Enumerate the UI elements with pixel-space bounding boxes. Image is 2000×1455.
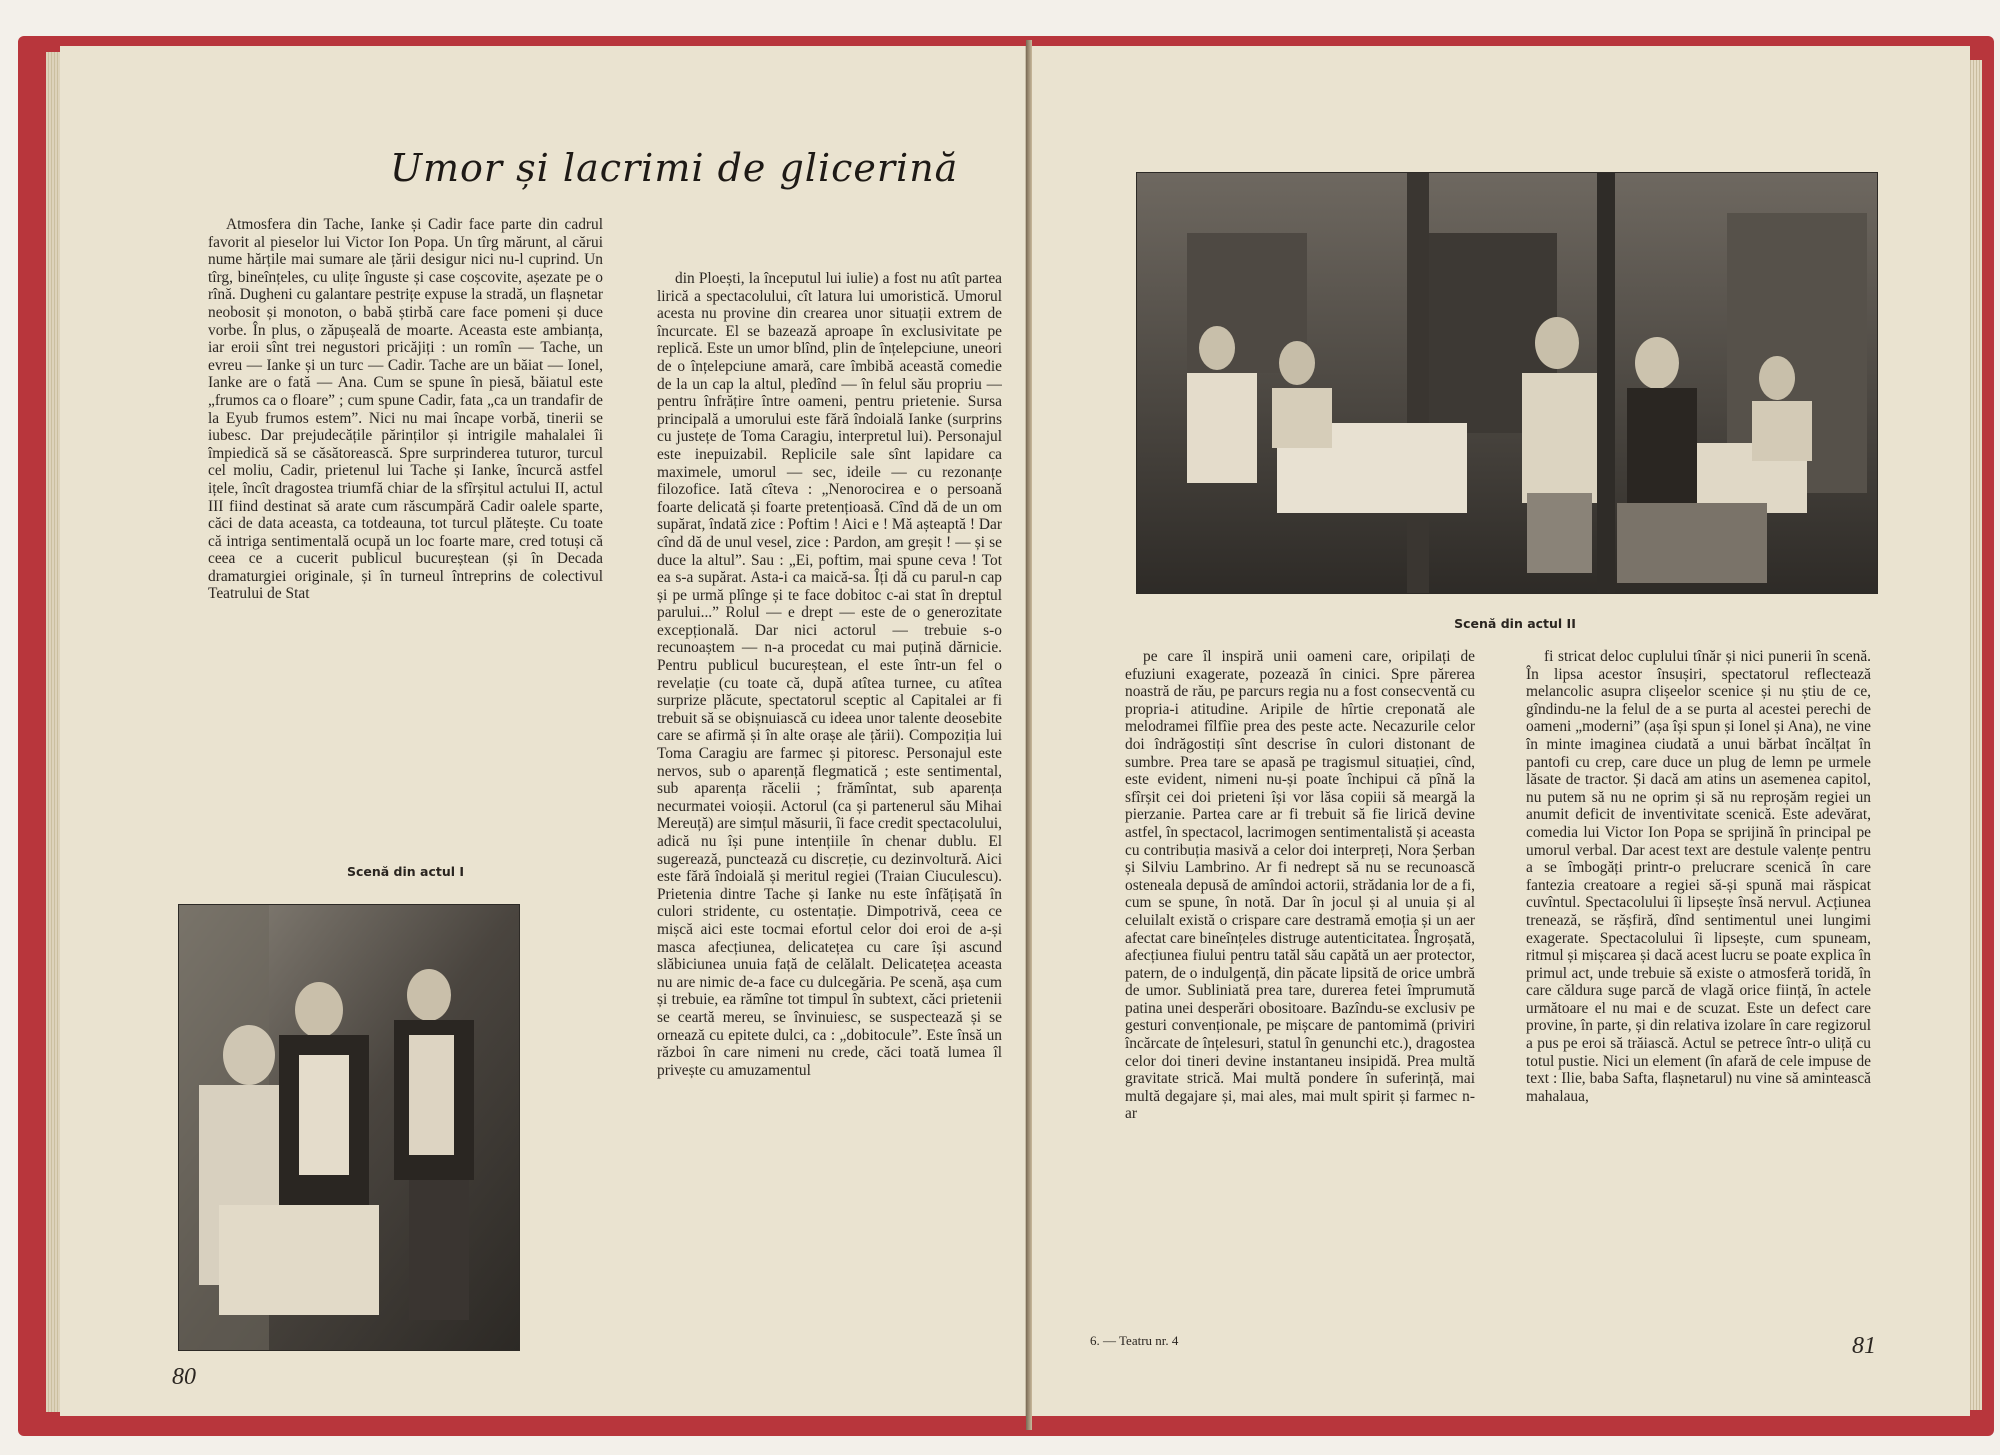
column-2: [657, 270, 1002, 1366]
photo-act-2-image: [1137, 173, 1877, 593]
right-page: [1030, 46, 1970, 1416]
article-title: Umor și lacrimi de glicerină: [390, 146, 959, 190]
column-3: [1125, 648, 1475, 1368]
footer-note: 6. — Teatru nr. 4: [1090, 1333, 1179, 1348]
column-2-text: din Ploești, la începutul lui iulie) a fost nu atît partea lirică a spectacolului, cît latura lui umoristică. Umorul acesta nu provine din crearea unor situații extrem de încurcate. El se bazează aproape în exclusivitate pe replică. Este un umor blînd, plin de înțelepciune, uneori de o înțelepciune amară, care îmbibă această comedie de la un cap la altul, pledînd — în felul său propriu — pentru înfrățire între oameni, pentru prietenie. Sursa principală a umorului este fără îndoială Ianke (surprins cu justețe de Toma Caragiu, interpretul lui). Personajul este inepuizabil. Replicile sale sînt lapidare ca maximele, umorul — sec, ideile — cu rezonanțe filozofice. Iată cîteva : „Nenorocirea e o persoană foarte delicată și foarte pretențioasă. Cînd dă de un om supărat, îndată zice : Poftim ! Aici e ! Mă așteaptă ! Dar cînd dă de unul vesel, zice : Pardon, am greșit ! — și se duce la altul”. Sau : „Ei, poftim, mai spune ceva ! Tot ea s-a supărat. Asta-i ca maică-sa. Îți dă cu parul-n cap și pe urmă plînge și te face dobitoc c-ai stat în dreptul parului...” Rolul — e drept — este de o generozitate excepțională. Dar nici actorul — trebuie s-o recunoaștem — n-a procedat cu mai puțină dărnicie. Pentru publicul bucureștean, el este într-un fel o revelație (cu toate că, după atîtea turnee, cu atîtea surprize plăcute, spectatorul sceptic al Capitalei ar fi trebuit să se obișnuiască cu ideea unor talente deosebite care se afirmă și în alte orașe ale țării). Compoziția lui Toma Caragiu are farmec și pitoresc. Personajul este nervos, sub o aparență flegmatică ; este sentimental, sub aparența răcelii ; frămîntat, sub aparența necurmatei voioșii. Actorul (ca și partenerul său Mihai Mereuță) are simțul măsurii, îi face credit spectacolului, adică nu își pune intențiile în chenar dublu. El sugerează, punctează cu discreție, cu dezinvoltură. Aici este fără îndoială și meritul regiei (Traian Ciuculescu). Prietenia dintre Tache și Ianke nu este înfățișată în culori stridente, cu ostentație. Dimpotrivă, ceea ce mișcă aici este tocmai efortul celor doi eroi de a-și masca afecțiunea, delicatețea cu care își ascund slăbiciunea unuia față de celălalt. Delicatețea aceasta nu are nimic de-a face cu dulcegăria. Pe scenă, așa cum și trebuie, ea rămîne tot timpul în subtext, căci prietenii se ceartă mereu, se învinuiesc, se suspectează și se ornează cu epitete dulci, ca : „dobitocule”. Este însă un război în care nimeni nu crede, căci toată lumea îl privește cu amuzamentul: [657, 270, 1002, 1079]
caption-act1: Scenă din actul I: [346, 864, 465, 879]
photo-act-1-image: [179, 905, 519, 1350]
photo-act-1: [178, 904, 520, 1351]
left-page: [60, 46, 1026, 1416]
column-1: [208, 216, 603, 836]
column-4-text: fi stricat deloc cuplului tînăr și nici punerii în scenă. În lipsa acestor însușiri, spectatorul reflectează melancolic asupra clișeelor scenice și nu știu de ce, gîndindu-ne la felul de a se purta al acestei perechi de oameni „moderni” (așa își spun și Ionel și Ana), ne vine în minte imaginea ciudată a unui bărbat încălțat în pantofi cu crep, care duce un plug de lemn pe urmele lăsate de tractor. Și dacă am atins un asemenea capitol, nu putem să nu ne oprim și să nu reproșăm regiei un anumit deficit de inventivitate scenică. Este adevărat, comedia lui Victor Ion Popa se sprijină în principal pe umorul verbal. Dar acest text are destule valențe pentru a se îmbogăți printr-o prelucrare scenică în care fantezia creatoare a regiei să-și spună mai răspicat cuvîntul. Spectacolului îi lipsește însă nervul. Acțiunea trenează, se rășfiră, dînd sentimentul unei lungimi exagerate. Spectacolului îi lipsește, cum spuneam, ritmul și mișcarea și dacă acest lucru se poate explica în primul act, unde trebuie să existe o atmosferă toridă, în care căldura suge parcă de vlagă orice ființă, în actele următoare el nu mai e de scuzat. Este un defect care provine, în parte, și din relativa izolare în care regizorul a pus pe eroi să trăiască. Actul se petrece într-o uliță cu totul pustie. Nici un element (în afară de cele impuse de text : Ilie, baba Safta, flașnetarul) nu vine să amintească mahalaua,: [1526, 648, 1871, 1105]
page-edges-right: [1968, 60, 1982, 1410]
page-number-left: 80: [172, 1364, 196, 1390]
column-4: [1526, 648, 1871, 1368]
column-1-text: Atmosfera din Tache, Ianke și Cadir face parte din cadrul favorit al pieselor lui Victor Ion Popa. Un tîrg mărunt, al cărui nume hărțile mai sumare ale țării desigur nici nu-l cuprind. Un tîrg, bineînțeles, cu ulițe înguste și case coșcovite, așezate pe o rînă. Dugheni cu galantare pestrițe expuse la stradă, un flașnetar neobosit și monoton, o babă știrbă care face pomeni și duce vorbe. În plus, o zăpușeală de moarte. Aceasta este ambianța, iar eroii sînt trei negustori pricăjiți : un romîn — Tache, un evreu — Ianke și un turc — Cadir. Tache are un băiat — Ionel, Ianke are o fată — Ana. Cum se spune în piesă, băiatul este „frumos ca o floare” ; cum spune Cadir, fata „ca un trandafir de la Eyub frumos estem”. Nici nu mai încape vorbă, tinerii se iubesc. Dar prejudecățile părinților și intrigile mahalalei îi împiedică să se căsătorească. Spre surprinderea tuturor, turcul cel moliu, Cadir, prietenul lui Tache și Ianke, încurcă astfel ițele, încît dragostea triumfă chiar de la sfîrșitul actului II, actul III fiind destinat să arate cum răscumpără Cadir oalele sparte, căci de data aceasta, ca totdeauna, tot turcul plătește. Cu toate că intriga sentimentală ocupă un loc foarte mare, cred totuși că ceea ce a cucerit publicul bucureștean (și în Decada dramaturgiei originale, și în turneul întreprins de colectivul Teatrului de Stat: [208, 216, 603, 603]
photo-act-2: [1136, 172, 1878, 594]
page-number-right: 81: [1852, 1333, 1876, 1359]
column-3-text: pe care îl inspiră unii oameni care, oripilați de efuziuni exagerate, pozează în cinici. Spre părerea noastră de rău, pe parcurs regia nu a fost consecventă cu propria-i atitudine. Aripile de hîrtie creponată ale melodramei fîlfîie prea des peste acte. Necazurile celor doi îndrăgostiți sînt descrise în culori distonant de sumbre. Prea tare se apasă pe tragismul situației, cînd, este evident, nimeni nu-și poate închipui că pînă la sfîrșit cei doi prieteni își vor lăsa copiii să meargă la pierzanie. Partea care ar fi trebuit să fie lirică devine astfel, în spectacol, lacrimogen sentimentalistă și aceasta cu contribuția masivă a celor doi interpreți, Nora Șerban și Silviu Lambrino. Ar fi nedrept să nu se recunoască osteneala depusă de amîndoi actorii, strădania lor de a fi, cum se spune, în notă. Dar în jocul și al unuia și al celuilalt există o crispare care destramă emoția și un aer afectat care bineînțeles distruge autenticitatea. Îngroșată, afecțiunea fiului pentru tatăl său capătă un aer protector, patern, de o indulgență, din păcate lipsită de orice umbră de umor. Subliniată prea tare, durerea fetei împrumută patina unei desperări obositoare. Bazîndu-se exclusiv pe gesturi convenționale, pe mișcare de pantomimă (priviri încărcate de înțelesuri, statul în genunchi etc.), dragostea celor doi tineri devine instantaneu insipidă. Prea multă gravitate strică. Mai multă pondere în suferință, mai multă degajare și, mai ales, mai mult spirit și farmec n-ar: [1125, 648, 1475, 1123]
caption-act2: Scenă din actul II: [1454, 616, 1576, 631]
book-spine: [1026, 40, 1032, 1430]
